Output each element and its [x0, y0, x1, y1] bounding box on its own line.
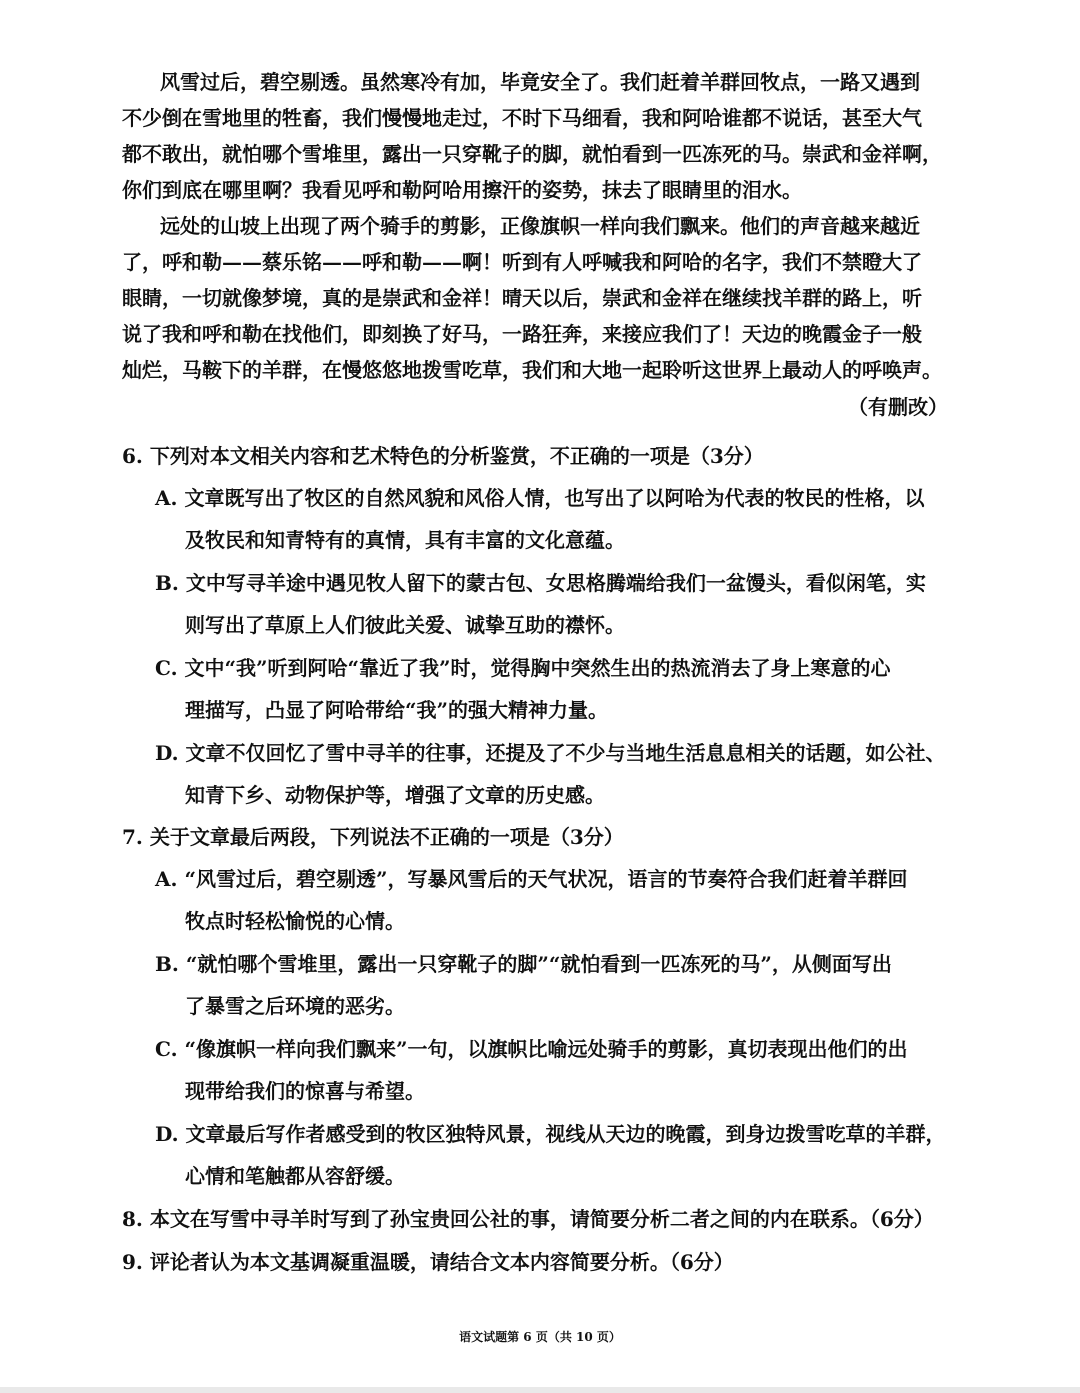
- passage-line: 风雪过后，碧空剔透。虽然寒冷有加，毕竟安全了。我们赶着羊群回牧点，一路又遇到: [160, 70, 920, 94]
- q6-option-a: A. 文章既写出了牧区的自然风貌和风俗人情，也写出了以阿哈为代表的牧民的性格，以: [155, 486, 925, 510]
- passage-line: 远处的山坡上出现了两个骑手的剪影，正像旗帜一样向我们飘来。他们的声音越来越近: [160, 214, 920, 238]
- edited-note: （有删改）: [848, 395, 948, 419]
- q7-option-c-cont: 现带给我们的惊喜与希望。: [185, 1079, 425, 1103]
- scan-edge-shade: [0, 1387, 1080, 1393]
- q6-option-b: B. 文中写寻羊途中遇见牧人留下的蒙古包、女思格腾端给我们一盆馒头，看似闲笔，实: [155, 571, 926, 595]
- q7-option-a: A. “风雪过后，碧空剔透”，写暴风雪后的天气状况，语言的节奏符合我们赶着羊群回: [155, 867, 908, 891]
- q7-option-b: B. “就怕哪个雪堆里，露出一只穿靴子的脚”“就怕看到一匹冻死的马”，从侧面写出: [155, 952, 892, 976]
- passage-line: 了，呼和勒——蔡乐铭——呼和勒——啊！听到有人呼喊我和阿哈的名字，我们不禁瞪大了: [122, 250, 922, 274]
- q7-option-d: D. 文章最后写作者感受到的牧区独特风景，视线从天边的晚霞，到身边拨雪吃草的羊群，: [155, 1122, 946, 1146]
- passage-line: 不少倒在雪地里的牲畜，我们慢慢地走过，不时下马细看，我和阿哈谁都不说话，甚至大气: [122, 106, 922, 130]
- passage-line: 眼睛，一切就像梦境，真的是崇武和金祥！晴天以后，崇武和金祥在继续找羊群的路上，听: [122, 286, 922, 310]
- q6-option-d: D. 文章不仅回忆了雪中寻羊的往事，还提及了不少与当地生活息息相关的话题，如公社、: [155, 741, 946, 765]
- q7-option-b-cont: 了暴雪之后环境的恶劣。: [185, 994, 405, 1018]
- q7-option-d-cont: 心情和笔触都从容舒缓。: [185, 1164, 405, 1188]
- page-footer: 语文试题第 6 页（共 10 页）: [459, 1330, 621, 1344]
- q6-option-a-cont: 及牧民和知青特有的真情，具有丰富的文化意蕴。: [185, 528, 625, 552]
- passage-line: 你们到底在哪里啊？我看见呼和勒阿哈用擦汗的姿势，抹去了眼睛里的泪水。: [122, 178, 802, 202]
- q6-option-b-cont: 则写出了草原上人们彼此关爱、诚挚互助的襟怀。: [185, 613, 625, 637]
- passage-line: 灿烂，马鞍下的羊群，在慢悠悠地拨雪吃草，我们和大地一起聆听这世界上最动人的呼唤声。: [122, 358, 942, 382]
- q6-option-c-cont: 理描写，凸显了阿哈带给“我”的强大精神力量。: [185, 698, 609, 722]
- q7-option-a-cont: 牧点时轻松愉悦的心情。: [185, 909, 405, 933]
- question-9: 9. 评论者认为本文基调凝重温暖，请结合文本内容简要分析。（6分）: [122, 1250, 734, 1274]
- q6-option-d-cont: 知青下乡、动物保护等，增强了文章的历史感。: [185, 783, 605, 807]
- question-8: 8. 本文在写雪中寻羊时写到了孙宝贵回公社的事，请简要分析二者之间的内在联系。（6分）: [122, 1207, 934, 1231]
- q6-option-c: C. 文中“我”听到阿哈“靠近了我”时，觉得胸中突然生出的热流消去了身上寒意的心: [155, 656, 891, 680]
- q7-option-c: C. “像旗帜一样向我们飘来”一句，以旗帜比喻远处骑手的剪影，真切表现出他们的出: [155, 1037, 908, 1061]
- question-6-stem: 6. 下列对本文相关内容和艺术特色的分析鉴赏，不正确的一项是（3分）: [122, 444, 764, 468]
- question-7-stem: 7. 关于文章最后两段，下列说法不正确的一项是（3分）: [122, 825, 624, 849]
- passage-line: 说了我和呼和勒在找他们，即刻换了好马，一路狂奔，来接应我们了！天边的晚霞金子一般: [122, 322, 922, 346]
- passage-line: 都不敢出，就怕哪个雪堆里，露出一只穿靴子的脚，就怕看到一匹冻死的马。崇武和金祥啊，: [122, 142, 942, 166]
